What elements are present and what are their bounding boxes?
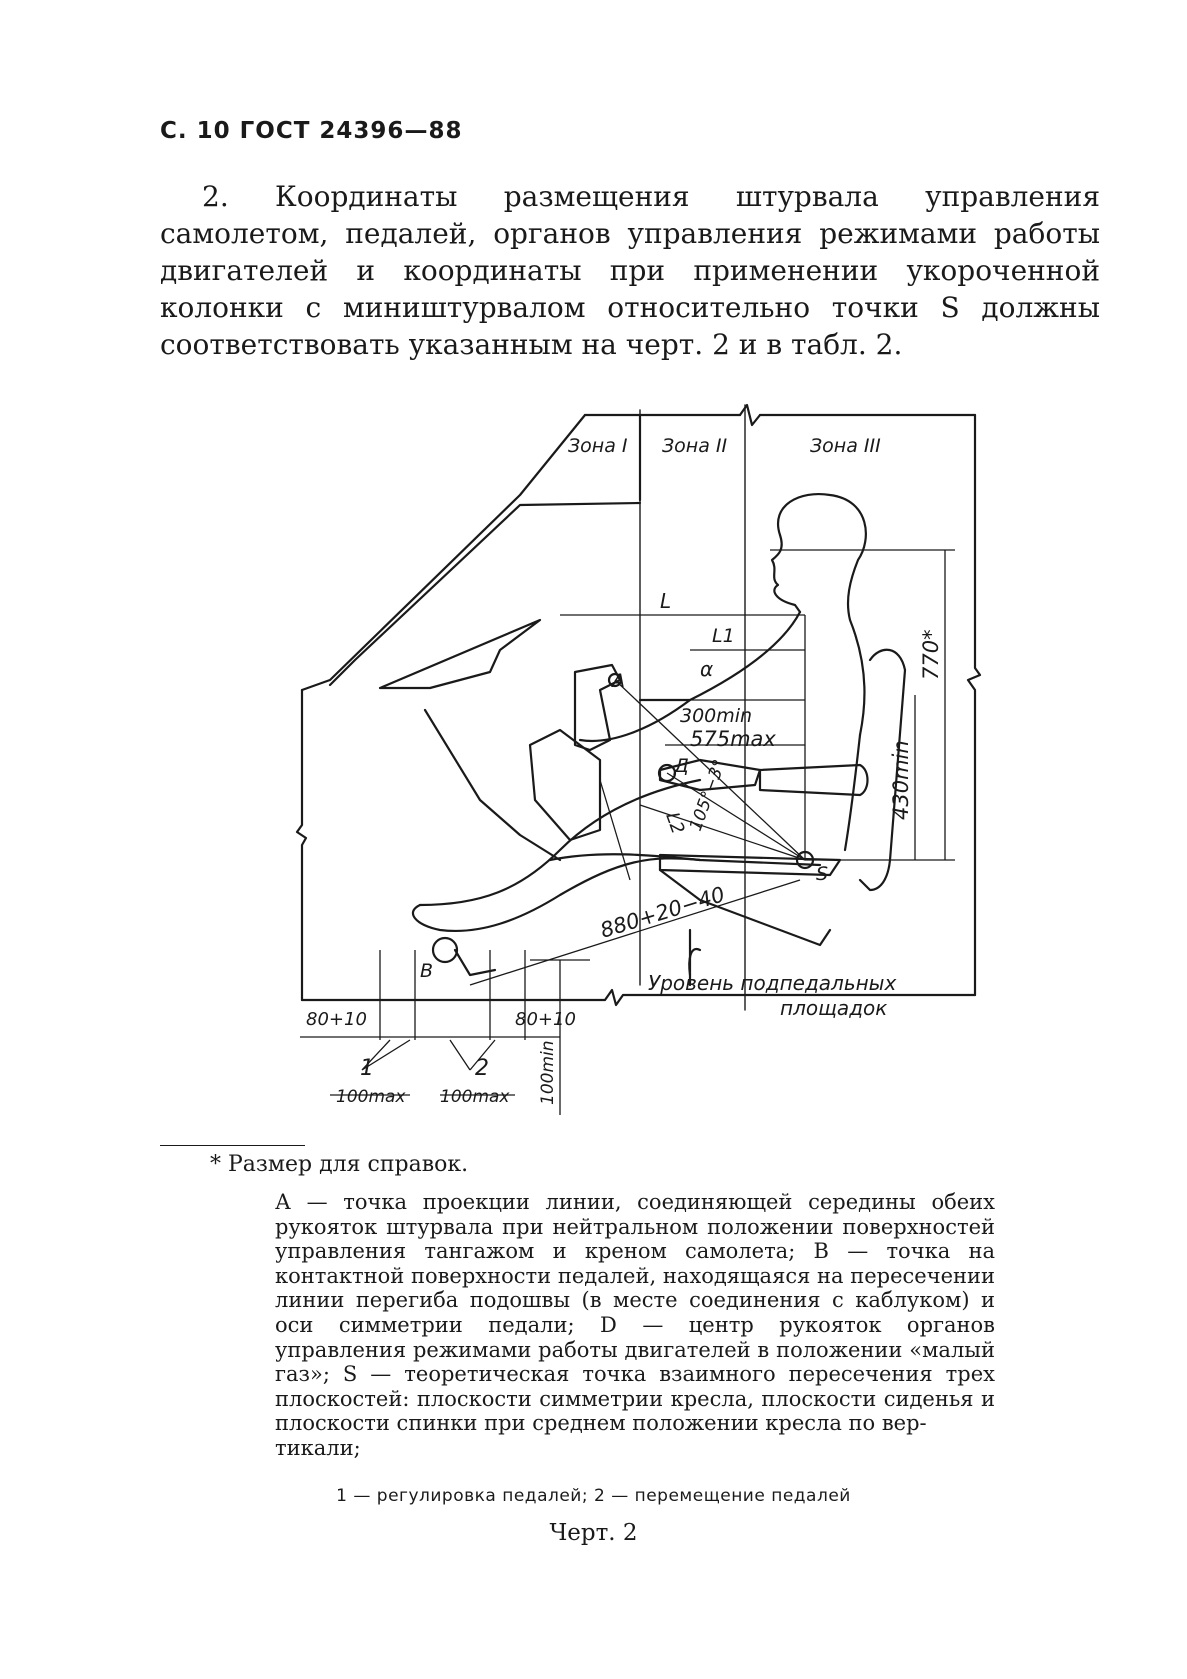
label-2: 2: [475, 1056, 489, 1081]
dim-line-L2: [600, 780, 630, 880]
zone-label-2: Зона II: [662, 435, 728, 457]
dim-label-430: 430min: [889, 740, 913, 820]
glare-shield: [380, 620, 540, 688]
dim-label-100max-1: 100max: [336, 1087, 406, 1107]
dim-label-880: 880+20−40: [597, 882, 728, 943]
dim-label-alpha: α: [700, 657, 714, 681]
zone-label-1: Зона I: [568, 435, 628, 457]
figure-number: Черт. 2: [549, 1520, 638, 1546]
dim-label-80-left: 80+10: [306, 1009, 367, 1030]
dim-label-575: 575max: [690, 727, 776, 751]
dim-label-105: 105°−3°: [685, 756, 731, 834]
floor-label-1: Уровень подпедальных: [648, 971, 897, 995]
dim-label-L2: L2: [661, 809, 689, 837]
legend-last-line: тикали;: [275, 1435, 361, 1460]
dim-label-L1: L1: [712, 625, 735, 647]
label-1: 1: [360, 1056, 374, 1081]
figure-caption: 1 — регулировка педалей; 2 — перемещение педалей: [336, 1486, 851, 1506]
figure-legend: [275, 1190, 995, 1461]
frame-right-wall: [968, 415, 980, 995]
footnote: * Размер для справок.: [210, 1152, 469, 1177]
pilot-leg-upper: [420, 780, 700, 905]
dim-label-80-right: 80+10: [515, 1009, 576, 1030]
point-label-a: A: [612, 670, 625, 692]
pilot-back: [845, 735, 860, 850]
frame-left-wall: [297, 690, 306, 1000]
pilot-face: [772, 535, 800, 612]
zone-label-3: Зона III: [810, 435, 881, 457]
legend-text: А — точка проекции линии, соединяющей середины обеих рукояток штурвала при нейтральном положении поверхностей управления тангажом и креном самолета; В — точка на контактной поверхности педалей, находящаяся на пересечении линии перегиба подошвы (в месте соединения с каблуком) и оси симметрии педали; D — центр рукояток органов управления режимами работы двигателей в положении «малый газ»; S — теоретическая точка взаимного пересечения трех плоскостей: плоскости симметрии кресла, плоскости сиденья и плоскости спинки при среднем положении кресла по вер-: [275, 1190, 995, 1436]
armrest: [760, 765, 868, 795]
pedal: [455, 950, 495, 975]
dim-label-100max-2: 100max: [440, 1087, 510, 1107]
page-header: С. 10 ГОСТ 24396—88: [160, 118, 463, 144]
dim-label-L: L: [660, 589, 672, 613]
paragraph-text: 2. Координаты размещения штурвала управления самолетом, педалей, органов управления режимами работы двигателей и координаты при применении укороченной колонки с миништурвалом относительно точки S должны соответствовать указанным на черт. 2 и в табл. 2.: [160, 180, 1100, 361]
pedal-point-b: [433, 938, 457, 962]
throttle-console: [530, 730, 600, 840]
dim-label-770: 770*: [919, 629, 943, 680]
floor-label-2: площадок: [780, 996, 888, 1020]
point-label-d: Д: [674, 755, 689, 777]
windshield-outer: [302, 415, 585, 690]
point-label-b: B: [420, 960, 434, 982]
frame-top-break: [740, 405, 760, 425]
point-label-s: S: [816, 863, 829, 885]
dim-line-105: [640, 805, 805, 860]
instrument-panel: [425, 710, 560, 860]
dim-label-300: 300min: [680, 705, 753, 727]
footnote-rule: [160, 1145, 305, 1146]
dim-label-100min: 100min: [538, 1040, 558, 1105]
